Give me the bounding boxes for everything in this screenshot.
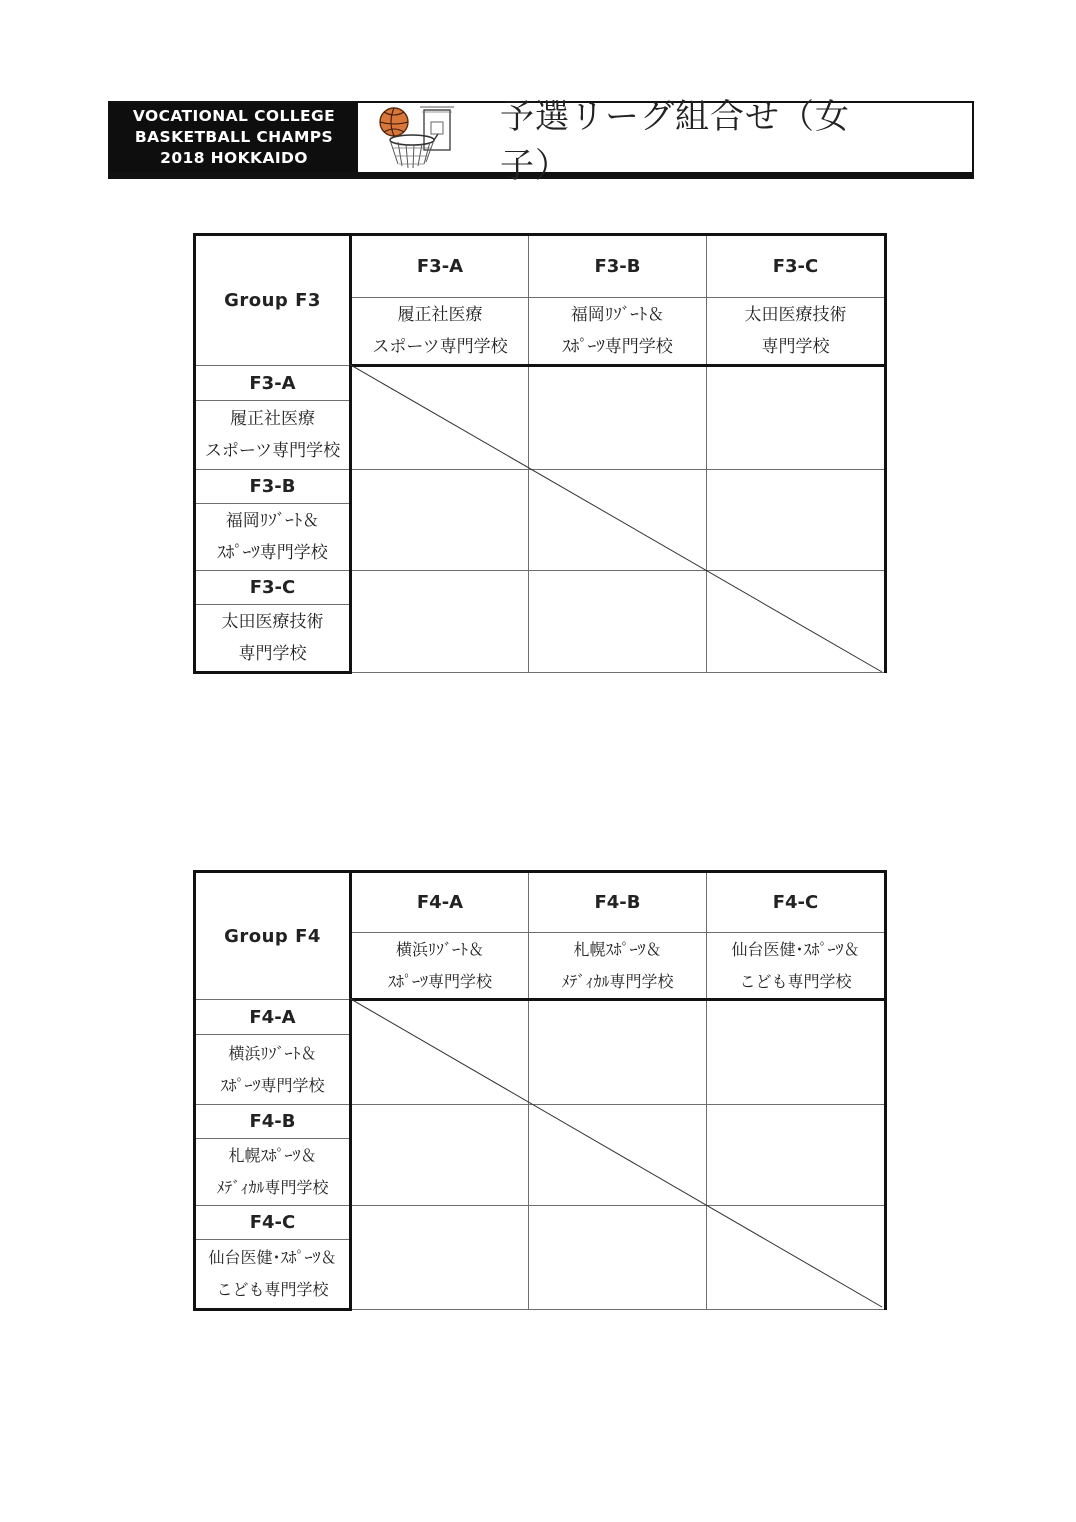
event-name-block bbox=[110, 103, 358, 172]
match-cell-self bbox=[529, 470, 707, 571]
row-header-school: 履正社医療 スポーツ専門学校 bbox=[195, 401, 351, 470]
column-header-school: 仙台医健･ｽﾎﾟｰﾂ＆ こども専門学校 bbox=[707, 933, 886, 1000]
group-f4-table bbox=[193, 870, 887, 1311]
row-header-school: 福岡ﾘｿﾞｰﾄ＆ ｽﾎﾟｰﾂ専門学校 bbox=[195, 504, 351, 571]
row-header-code: F3-C bbox=[195, 571, 351, 605]
row-header-code: F4-B bbox=[195, 1105, 351, 1139]
match-cell[interactable] bbox=[529, 1000, 707, 1105]
match-cell-self bbox=[351, 1000, 529, 1105]
group-name-cell bbox=[195, 235, 351, 366]
match-cell[interactable] bbox=[529, 1206, 707, 1310]
row-header-school: 札幌ｽﾎﾟｰﾂ＆ ﾒﾃﾞｨｶﾙ専門学校 bbox=[195, 1139, 351, 1206]
match-cell[interactable] bbox=[707, 1000, 886, 1105]
column-header-school: 太田医療技術 専門学校 bbox=[707, 298, 886, 366]
match-cell-self bbox=[351, 366, 529, 470]
match-cell-self bbox=[707, 1206, 886, 1310]
match-cell[interactable] bbox=[351, 571, 529, 673]
group-f3-table bbox=[193, 233, 887, 674]
event-name-line: 2018 HOKKAIDO bbox=[160, 149, 308, 167]
group-name: Group F4 bbox=[224, 925, 321, 947]
match-cell[interactable] bbox=[529, 571, 707, 673]
match-cell[interactable] bbox=[707, 366, 886, 470]
match-cell[interactable] bbox=[707, 1105, 886, 1206]
row-header-school: 仙台医健･ｽﾎﾟｰﾂ＆ こども専門学校 bbox=[195, 1240, 351, 1310]
match-cell[interactable] bbox=[351, 470, 529, 571]
column-header-code: F3-B bbox=[529, 235, 707, 298]
column-header-code: F4-B bbox=[529, 872, 707, 933]
row-header-school: 太田医療技術 専門学校 bbox=[195, 605, 351, 673]
match-cell[interactable] bbox=[351, 1206, 529, 1310]
row-header-school: 横浜ﾘｿﾞｰﾄ＆ ｽﾎﾟｰﾂ専門学校 bbox=[195, 1035, 351, 1105]
column-header-code: F4-A bbox=[351, 872, 529, 933]
match-cell[interactable] bbox=[707, 470, 886, 571]
column-header-school: 札幌ｽﾎﾟｰﾂ＆ ﾒﾃﾞｨｶﾙ専門学校 bbox=[529, 933, 707, 1000]
group-name-cell bbox=[195, 872, 351, 1000]
match-cell[interactable] bbox=[529, 366, 707, 470]
row-header-code: F3-A bbox=[195, 366, 351, 401]
column-header-code: F4-C bbox=[707, 872, 886, 933]
event-name-line: VOCATIONAL COLLEGE bbox=[132, 107, 336, 125]
event-name-line: BASKETBALL CHAMPS bbox=[134, 128, 334, 146]
column-header-school: 横浜ﾘｿﾞｰﾄ＆ ｽﾎﾟｰﾂ専門学校 bbox=[351, 933, 529, 1000]
group-name: Group F3 bbox=[224, 290, 321, 311]
column-header-school: 福岡ﾘｿﾞｰﾄ＆ ｽﾎﾟｰﾂ専門学校 bbox=[529, 298, 707, 366]
column-header-code: F3-C bbox=[707, 235, 886, 298]
basketball-hoop-icon bbox=[368, 104, 454, 172]
match-cell-self bbox=[529, 1105, 707, 1206]
row-header-code: F4-C bbox=[195, 1206, 351, 1240]
match-cell[interactable] bbox=[351, 1105, 529, 1206]
row-header-code: F3-B bbox=[195, 470, 351, 504]
column-header-school: 履正社医療 スポーツ専門学校 bbox=[351, 298, 529, 366]
column-header-code: F3-A bbox=[351, 235, 529, 298]
match-cell-self bbox=[707, 571, 886, 673]
page-title: 予選リーグ組合せ（女子） bbox=[500, 96, 850, 186]
header-banner bbox=[108, 96, 974, 186]
row-header-code: F4-A bbox=[195, 1000, 351, 1035]
